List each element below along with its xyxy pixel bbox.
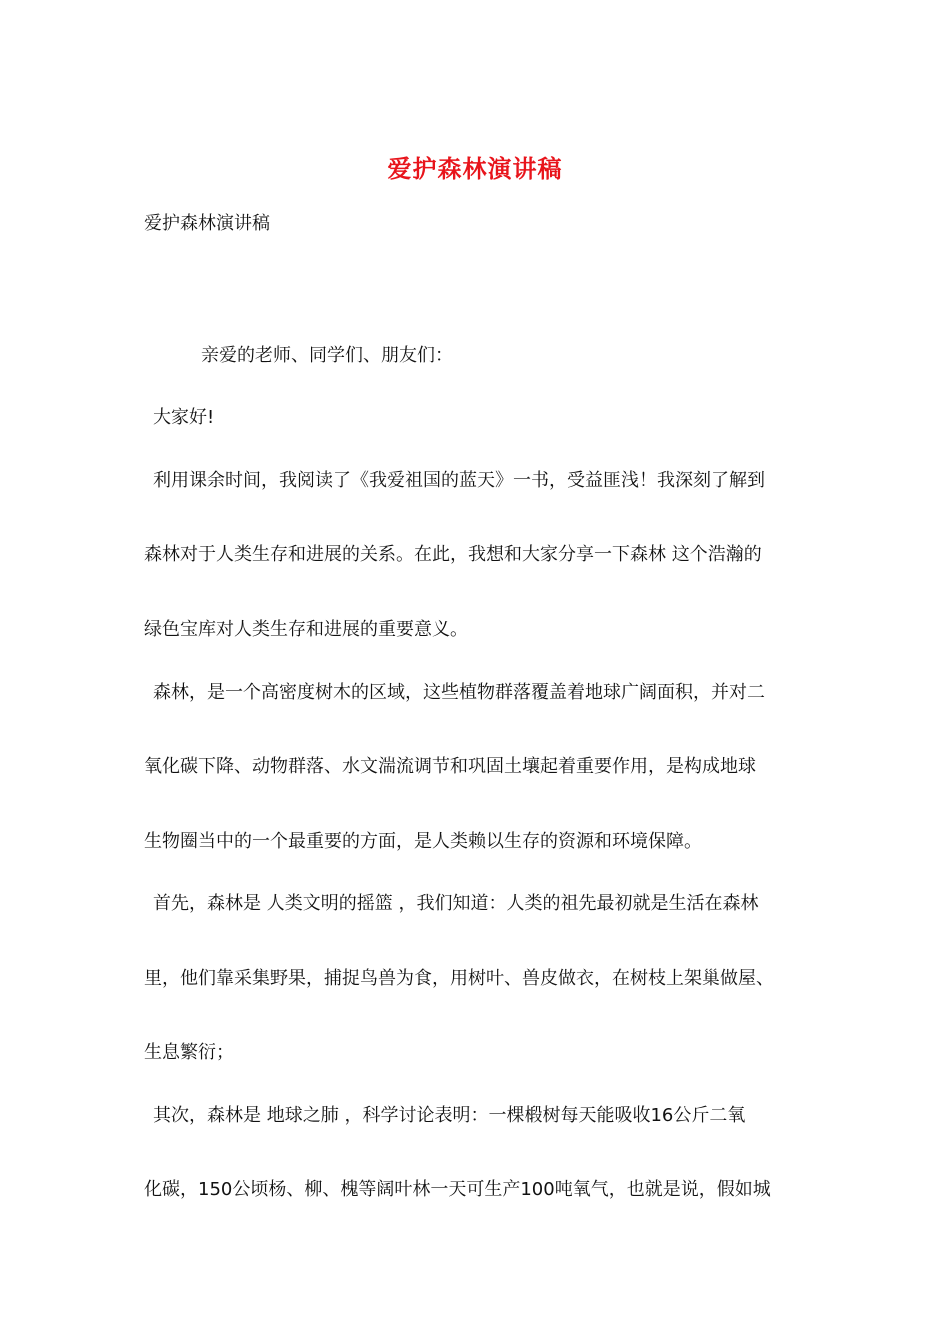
document-subtitle: 爱护森林演讲稿 [144,213,270,234]
paragraph-line: 氧化碳下降、动物群落、水文湍流调节和巩固土壤起着重要作用，是构成地球 [144,756,756,777]
paragraph-line: 首先，森林是 人类文明的摇篮 ，我们知道：人类的祖先最初就是生活在森林 [153,893,759,914]
paragraph-line: 其次，森林是 地球之肺 ，科学讨论表明：一棵椴树每天能吸收16公斤二氧 [153,1105,746,1126]
paragraph-line: 森林对于人类生存和进展的关系。在此，我想和大家分享一下森林 这个浩瀚的 [144,544,762,565]
paragraph-line: 森林，是一个高密度树木的区域，这些植物群落覆盖着地球广阔面积，并对二 [153,682,765,703]
paragraph-line: 利用课余时间，我阅读了《我爱祖国的蓝天》一书，受益匪浅！我深刻了解到 [153,470,765,491]
greeting-line: 大家好! [153,407,215,428]
document-title: 爱护森林演讲稿 [387,155,563,183]
paragraph-line: 生息繁衍； [144,1042,234,1063]
paragraph-line: 生物圈当中的一个最重要的方面，是人类赖以生存的资源和环境保障。 [144,831,702,852]
salutation-line: 亲爱的老师、同学们、朋友们： [201,345,453,366]
paragraph-line: 里，他们靠采集野果，捕捉鸟兽为食，用树叶、兽皮做衣，在树枝上架巢做屋、 [144,968,774,989]
paragraph-line: 化碳，150公顷杨、柳、槐等阔叶林一天可生产100吨氧气，也就是说，假如城 [144,1179,771,1200]
paragraph-line: 绿色宝库对人类生存和进展的重要意义。 [144,619,468,640]
